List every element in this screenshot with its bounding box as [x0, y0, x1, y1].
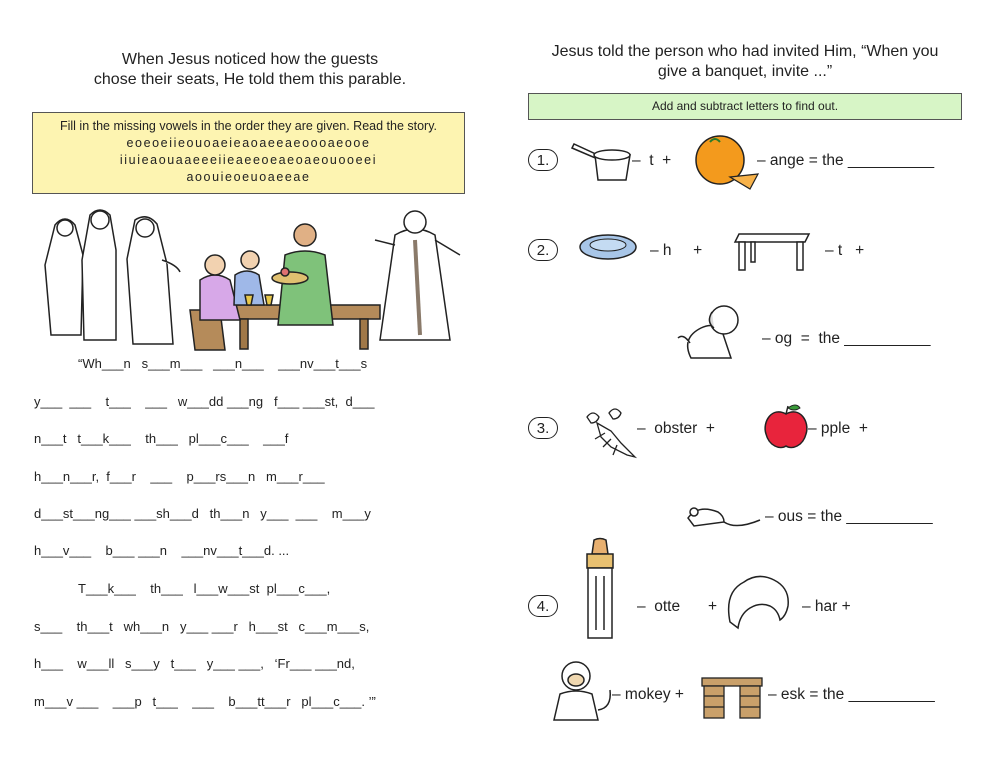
story-line-4: h___n___r, f___r ___ p___rs___n m___r___	[34, 469, 325, 484]
saucepan-icon	[570, 140, 640, 185]
lobster-icon	[575, 403, 640, 463]
hair-icon	[724, 572, 794, 632]
right-title-line1: Jesus told the person who had invited Him, “When you	[551, 43, 939, 60]
puzzle-2-part-a: – h +	[650, 242, 703, 259]
story-line-8: s___ th___t wh___n y___ ___r h___st c___m___s,	[34, 619, 370, 634]
banquet-illustration	[30, 200, 470, 350]
apple-icon	[762, 402, 812, 452]
story-line-2: y___ ___ t___ ___ w___dd ___ng f___ ___st, d___	[34, 394, 375, 409]
puzzle-instructions-box	[528, 93, 962, 120]
story-line-10: m___v ___ ___p t___ ___ b___tt___r pl___c___. ’”	[34, 694, 376, 709]
puzzle-3-part-c: – ous = the __________	[765, 508, 933, 525]
vowel-instructions-box	[32, 112, 465, 194]
bottle-icon	[580, 538, 620, 640]
mouse-icon	[684, 500, 764, 535]
puzzle-2-part-b: – t +	[825, 242, 865, 259]
table-icon	[735, 228, 815, 273]
puzzle-1-part-b: – ange = the __________	[757, 152, 935, 169]
left-title	[40, 50, 460, 90]
story-line-7: T___k___ th___ l___w___st pl___c___,	[78, 581, 331, 596]
dog-icon	[676, 298, 746, 368]
right-title-line2: give a banquet, invite ...”	[657, 63, 833, 80]
vowel-sequence-2: iiuieaouaaeeeiieaeeoeaeoaeouooeei	[119, 153, 378, 167]
puzzle-instructions: Add and subtract letters to find out.	[651, 99, 839, 113]
puzzle-number-4: 4.	[528, 595, 558, 617]
puzzle-2-part-c: – og = the __________	[762, 330, 931, 347]
puzzle-number-1: 1.	[528, 149, 558, 171]
puzzle-4-plus: +	[708, 598, 718, 615]
story-line-5: d___st___ng___ ___sh___d th___n y___ ___ m___y	[34, 506, 371, 521]
puzzle-4-part-a: – otte	[637, 598, 681, 615]
vowel-sequence-1: eoeoeiieouoaeieaoaeeaeoooaeooe	[126, 136, 371, 150]
vowel-sequence-3: aoouieoeuoaeeae	[186, 170, 311, 184]
desk-icon	[700, 674, 766, 722]
puzzle-4-part-b: – har +	[802, 598, 851, 615]
puzzle-1-part-a: – t +	[632, 152, 672, 169]
puzzle-4-part-d: – esk = the __________	[768, 686, 935, 703]
right-title	[520, 42, 970, 82]
left-title-line1: When Jesus noticed how the guests	[121, 51, 379, 68]
puzzle-3-part-b: – pple +	[808, 420, 868, 437]
orange-icon	[690, 132, 760, 192]
story-line-6: h___v___ b___ ___n ___nv___t___d. ...	[34, 543, 290, 558]
puzzle-number-3: 3.	[528, 417, 558, 439]
left-title-line2: chose their seats, He told them this parable.	[93, 71, 407, 88]
monkey-icon	[546, 660, 616, 725]
vowel-instructions: Fill in the missing vowels in the order they are given. Read the story.	[59, 119, 438, 133]
story-line-3: n___t t___k___ th___ pl___c___ ___f	[34, 431, 289, 446]
puzzle-3-part-a: – obster +	[637, 420, 715, 437]
story-line-1: “Wh___n s___m___ ___n___ ___nv___t___s	[78, 356, 368, 371]
puzzle-4-part-c: – mokey +	[612, 686, 684, 703]
story-line-9: h___ w___ll s___y t___ y___ ___, ‘Fr___ ___nd,	[34, 656, 355, 671]
plate-icon	[578, 233, 638, 263]
puzzle-number-2: 2.	[528, 239, 558, 261]
